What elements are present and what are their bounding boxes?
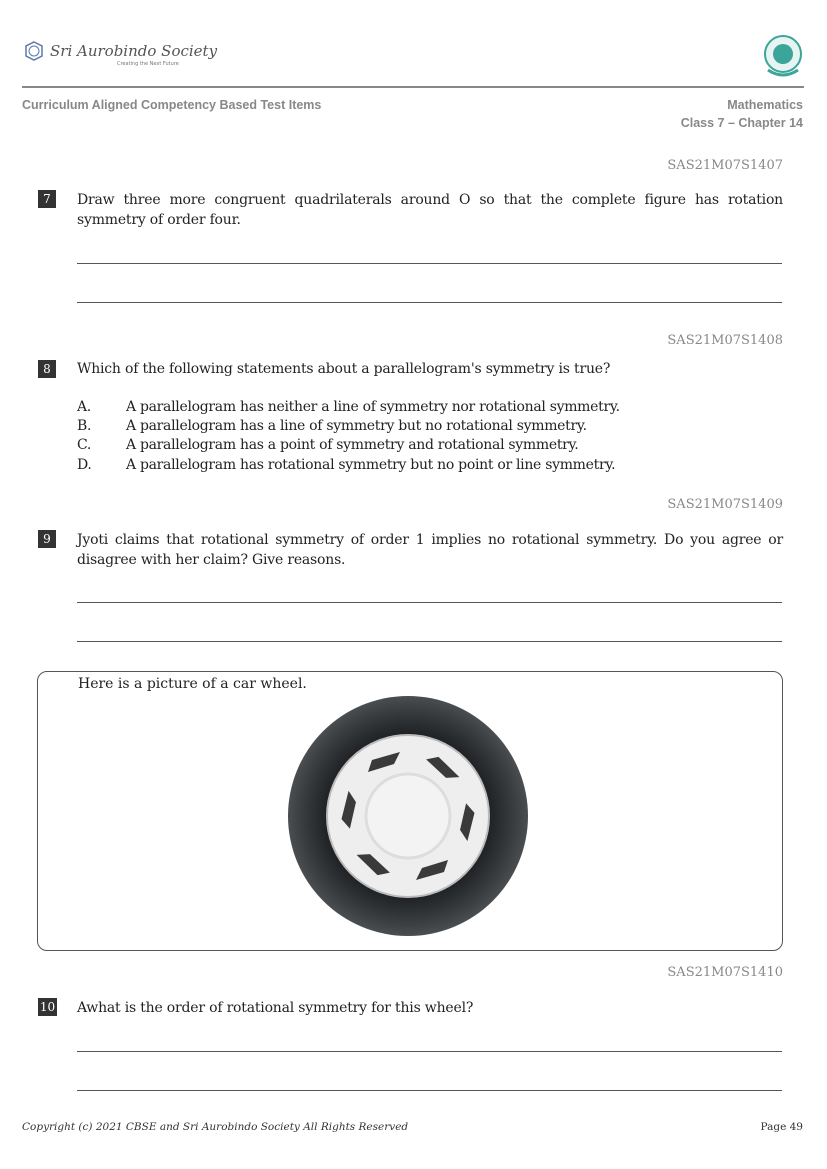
option-letter: B. (77, 418, 92, 434)
item-code: SAS21M07S1408 (667, 333, 783, 348)
item-code: SAS21M07S1409 (667, 497, 783, 512)
page-number: Page 49 (760, 1121, 803, 1133)
seal-icon (762, 34, 804, 82)
answer-line[interactable] (77, 641, 782, 642)
question-number: 10 (39, 1000, 56, 1014)
answer-line[interactable] (77, 602, 782, 603)
header-rule (22, 86, 804, 88)
option-letter: D. (77, 457, 92, 473)
question-text: Draw three more congruent quadrilaterals around O so that the complete figure has rotation symmetry of order four. (77, 192, 783, 228)
answer-line[interactable] (77, 1051, 782, 1052)
question-text: Awhat is the order of rotational symmetry for this wheel? (77, 1000, 474, 1016)
svg-text:Sri Aurobindo Society: Sri Aurobindo Society (50, 42, 218, 60)
logo-icon (22, 38, 218, 68)
option-letter: A. (77, 399, 91, 415)
item-code: SAS21M07S1407 (667, 158, 783, 173)
header-class-chapter: Class 7 – Chapter 14 (680, 116, 803, 130)
option-a[interactable]: A parallelogram has neither a line of symmetry nor rotational symmetry. (126, 399, 620, 415)
car-wheel-image (272, 692, 544, 946)
option-d[interactable]: A parallelogram has rotational symmetry but no point or line symmetry. (126, 457, 616, 473)
item-code: SAS21M07S1410 (667, 965, 783, 980)
copyright-footer: Copyright (c) 2021 CBSE and Sri Aurobindo Society All Rights Reserved (22, 1121, 409, 1133)
sri-aurobindo-logo (22, 38, 218, 72)
svg-text:Creating the Next Future: Creating the Next Future (117, 61, 179, 67)
stimulus-text: Here is a picture of a car wheel. (78, 676, 307, 692)
option-b[interactable]: A parallelogram has a line of symmetry but no rotational symmetry. (126, 418, 587, 434)
question-number: 7 (38, 190, 56, 208)
answer-line[interactable] (77, 302, 782, 303)
question-text: Which of the following statements about a parallelogram's symmetry is true? (77, 361, 611, 377)
question-number: 8 (38, 360, 56, 378)
car-wheel-icon (272, 692, 544, 942)
header-title: Curriculum Aligned Competency Based Test Items (22, 98, 322, 112)
option-c[interactable]: A parallelogram has a point of symmetry and rotational symmetry. (126, 437, 579, 453)
question-number: 9 (38, 530, 56, 548)
answer-line[interactable] (77, 263, 782, 264)
header-subject: Mathematics (727, 98, 803, 112)
question-text: Jyoti claims that rotational symmetry of order 1 implies no rotational symmetry. Do you agree or disagree with her claim? Give reasons. (77, 532, 783, 568)
option-letter: C. (77, 437, 92, 453)
cbse-seal (762, 34, 804, 86)
answer-line[interactable] (77, 1090, 782, 1091)
